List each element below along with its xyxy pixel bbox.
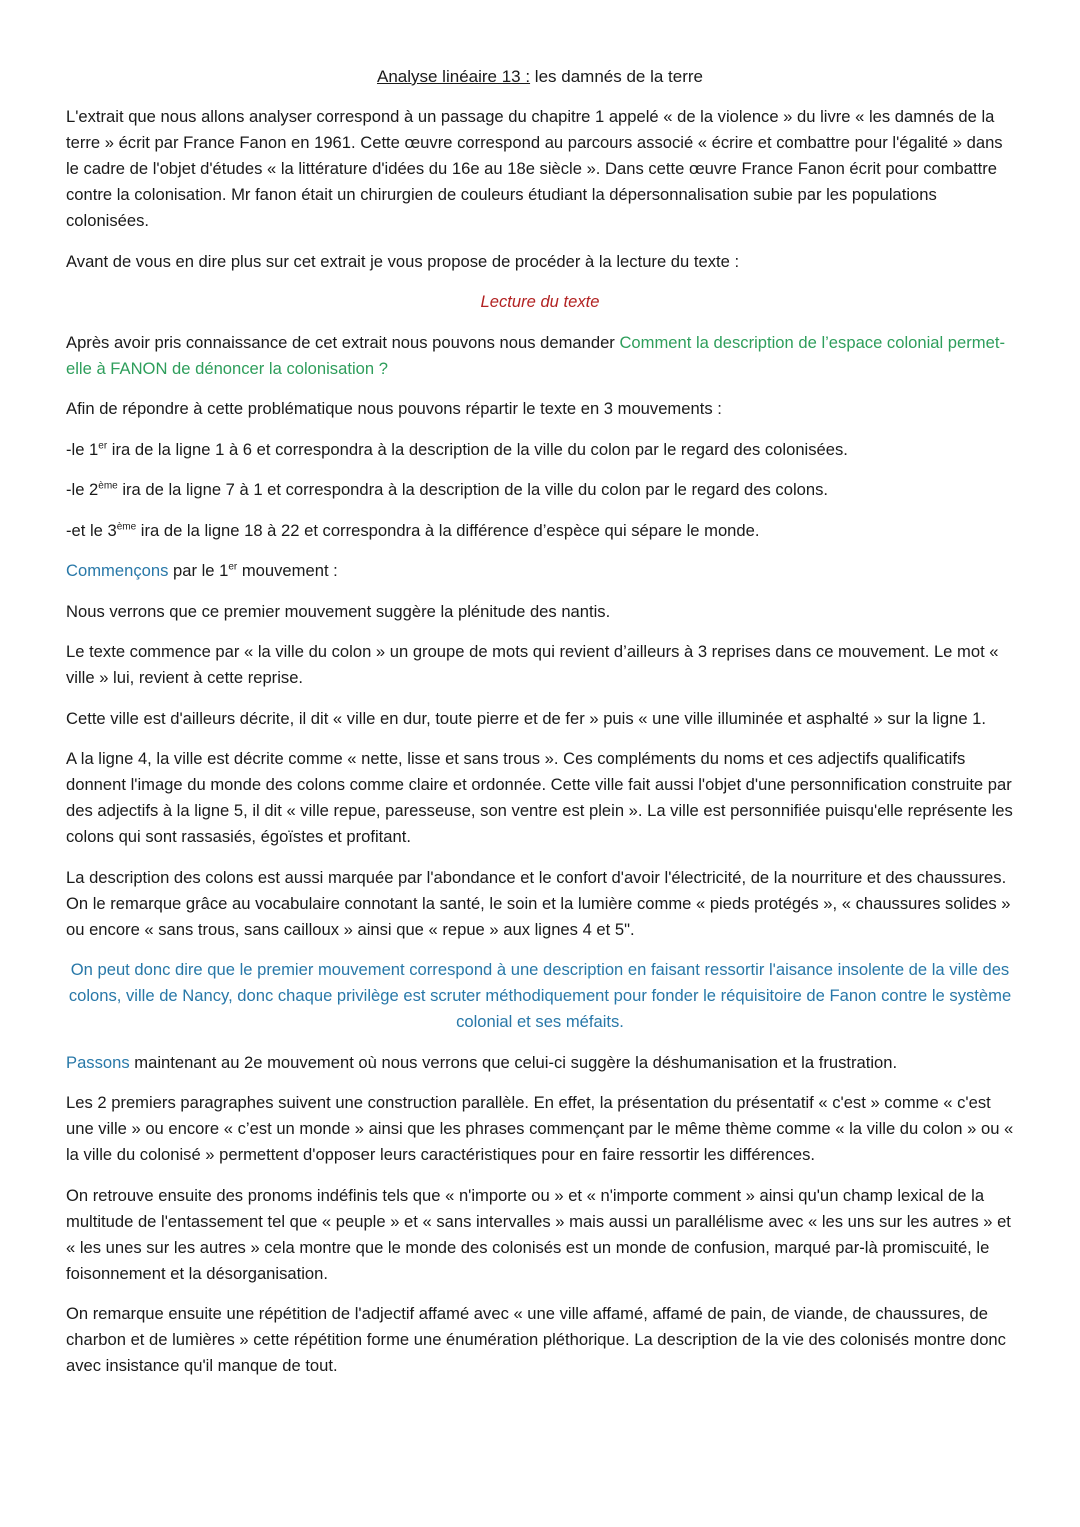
second-text: maintenant au 2e mouvement où nous verrons que celui-ci suggère la déshumanisation et la frustration. (129, 1052, 898, 1072)
movement-1-sup: er (98, 439, 108, 451)
movement-2 (66, 477, 1014, 503)
start-sup: er (228, 561, 238, 573)
movement-3 (66, 518, 1014, 544)
second-keyword: Passons (66, 1052, 130, 1072)
movement-1 (66, 437, 1014, 463)
ligne4-paragraph: A la ligne 4, la ville est décrite comme « nette, lisse et sans trous ». Ces compléments du noms et ces adjectifs qualificatifs donnent l'image du monde des colons comme claire et ordonnée. Cette ville fait aussi l'objet d'une personnification construite par des adjectifs à la ligne 5, il dit « ville repue, paresseuse, son ventre est plein ». La ville est personnifiée puisqu'elle représente les colons qui sont rassasiés, égoïstes et profitant. (66, 749, 1013, 846)
start-movement-1 (66, 558, 1014, 584)
question-lead: Après avoir pris connaissance de cet extrait nous pouvons nous demander (66, 332, 620, 352)
movement-3-sup: ème (116, 520, 137, 532)
reading-label: Lecture du texte (480, 292, 600, 311)
document-title (66, 64, 1014, 90)
ville-paragraph: Le texte commence par « la ville du colon » un groupe de mots qui revient d’ailleurs à 3 reprises dans ce mouvement. Le mot « ville » lui, revient à cette reprise. (66, 642, 999, 687)
movement-2-prefix: -le 2 (66, 480, 99, 499)
title-rest: les damnés de la terre (530, 67, 703, 86)
paragraphes-paragraph: Les 2 premiers paragraphes suivent une construction parallèle. En effet, la présentation du présentatif « c'est » comme « c'est une ville » ou encore « c’est un monde » ainsi que les phrases commençant par le même thème comme « la ville du colon » ou « la ville du colonisé » permettent d'opposer leurs caractéristiques pour en faire ressortir les différences. (66, 1093, 1014, 1164)
movement-3-text: ira de la ligne 18 à 22 et correspondra à la différence d’espèce qui sépare le monde. (136, 520, 760, 540)
abondance-paragraph: La description des colons est aussi marquée par l'abondance et le confort d'avoir l'électricité, de la nourriture et des chaussures. On le remarque grâce au vocabulaire connotant la santé, le soin et la lumière comme « pieds protégés », « chaussures solides » ou encore « sans trous, sans cailloux » ainsi que « repue » aux lignes 4 et 5". (66, 867, 1011, 939)
conclusion-movement-1: On peut donc dire que le premier mouvement correspond à une description en faisant ressortir l'aisance insolente de la ville des colons, ville de Nancy, donc chaque privilège est scruter méthodiquement pour fonder le réquisitoire de Fanon contre le système colonial et ses méfaits. (68, 960, 1012, 1031)
start-keyword: Commençons (66, 561, 169, 580)
second-movement-intro (66, 1050, 1014, 1076)
plenitude-paragraph: Nous verrons que ce premier mouvement suggère la plénitude des nantis. (66, 601, 611, 621)
decrite-paragraph: Cette ville est d'ailleurs décrite, il dit « ville en dur, toute pierre et de fer » puis « une ville illuminée et asphalté » sur la ligne 1. (66, 708, 987, 728)
movement-3-prefix: -et le 3 (66, 520, 117, 540)
affame-paragraph: On remarque ensuite une répétition de l'adjectif affamé avec « une ville affamé, affamé de pain, de viande, de chaussures, de charbon et de lumières » cette répétition forme une énumération pléthorique. La description de la vie des colonisés montre donc avec insistance qu'il manque de tout. (66, 1304, 1006, 1375)
movement-1-prefix: -le 1 (66, 439, 99, 459)
start-mid: par le 1 (168, 561, 229, 580)
movement-2-sup: ème (98, 480, 118, 492)
movement-1-text: ira de la ligne 1 à 6 et correspondra à la description de la ville du colon par le regard des colonisées. (107, 439, 848, 459)
title-underlined: Analyse linéaire 13 : (376, 67, 531, 86)
before-reading-paragraph: Avant de vous en dire plus sur cet extrait je vous propose de procéder à la lecture du texte : (66, 251, 740, 271)
question-paragraph (66, 330, 1014, 382)
start-end: mouvement : (237, 561, 338, 580)
pronoms-paragraph: On retrouve ensuite des pronoms indéfinis tels que « n'importe ou » et « n'importe comment » ainsi qu'un champ lexical de la multitude de l'entassement tel que « peuple » et « sans intervalles » mais aussi un parallélisme avec « les uns sur les autres » et « les unes sur les autres » cela montre que le monde des colonisés est un monde de confusion, marqué par-là promiscuité, le foisonnement et la désorganisation. (66, 1185, 1011, 1283)
problem-statement: Comment la description de l’espace colonial permet-elle à FANON de dénoncer la colonisation ? (66, 332, 1005, 378)
movement-2-text: ira de la ligne 7 à 1 et correspondra à la description de la ville du colon par le regard des colons. (117, 480, 829, 499)
plan-intro: Afin de répondre à cette problématique nous pouvons répartir le texte en 3 mouvements : (66, 399, 722, 418)
intro-paragraph: L'extrait que nous allons analyser correspond à un passage du chapitre 1 appelé « de la violence » du livre « les damnés de la terre » écrit par France Fanon en 1961. Cette œuvre correspond au parcours associé « écrire et combattre pour l'égalité » dans le cadre de l'objet d'études « la littérature d'idées du 16e au 18e siècle ». Dans cette œuvre France Fanon écrit pour combattre contre la colonisation. Mr fanon était un chirurgien de couleurs étudiant la dépersonnalisation subie par les populations colonisées. (66, 107, 1003, 230)
